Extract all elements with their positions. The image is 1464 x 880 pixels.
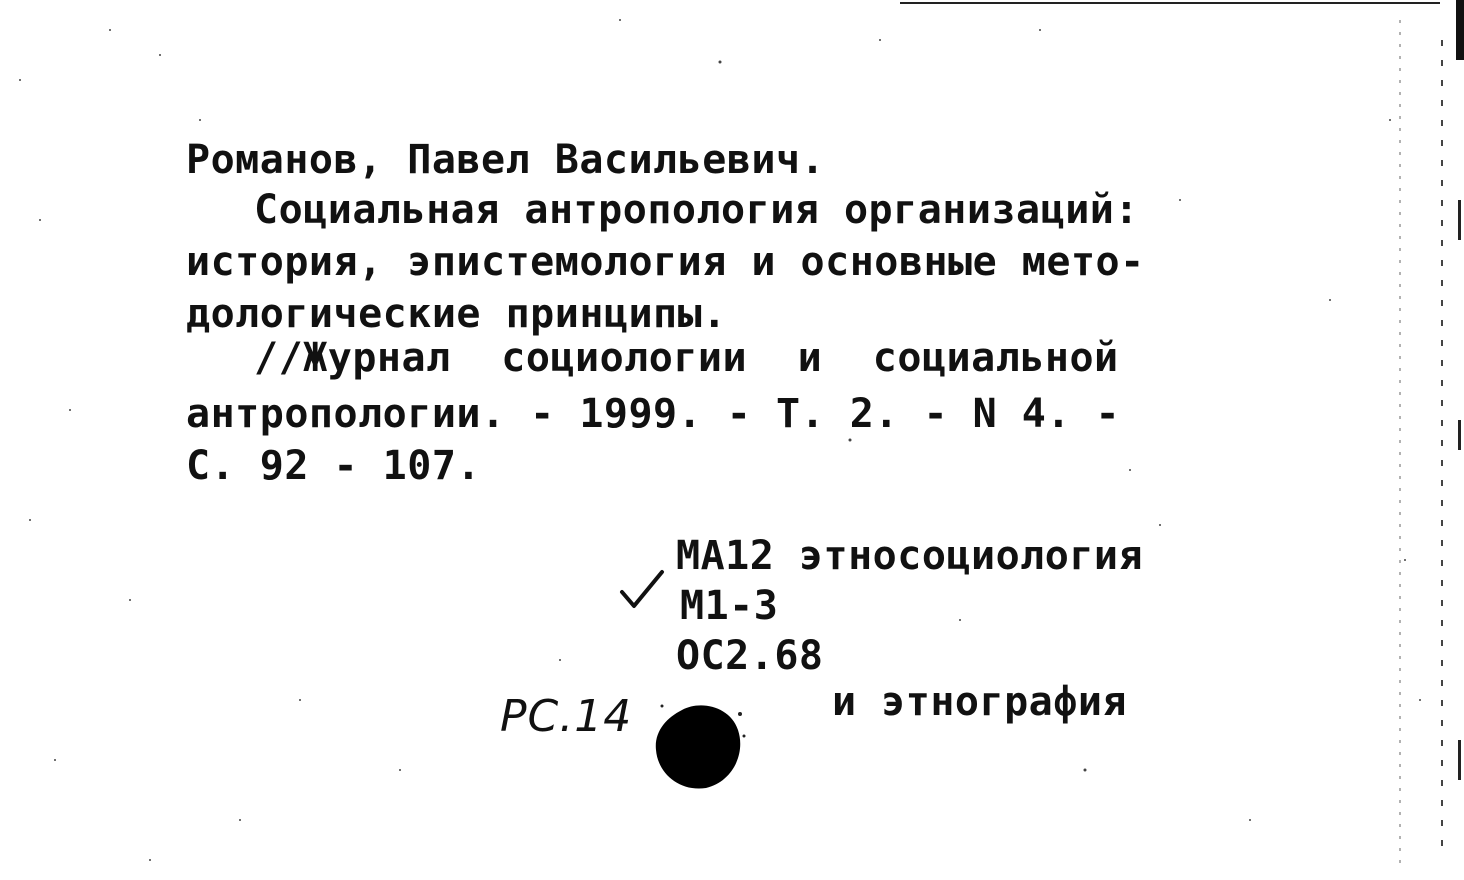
source-line-2: антропологии. - 1999. - Т. 2. - N 4. - <box>186 391 1121 437</box>
ink-blot <box>652 696 748 792</box>
handwritten-code: PC.14 <box>500 691 633 742</box>
author-name: Романов, Павел Васильевич. <box>186 137 826 183</box>
classification-code-1: MA12 этносоциология <box>676 533 1144 579</box>
source-line-1: //Журнал социологии и социальной <box>254 335 1119 381</box>
check-mark-icon <box>618 566 666 614</box>
title-line-2: история, эпистемология и основные мето- <box>186 239 1145 285</box>
title-line-3: дологические принципы. <box>186 291 727 337</box>
title-line-1: Социальная антропология организаций: <box>254 187 1139 233</box>
classification-code-3: OC2.68 <box>676 633 824 679</box>
card-edge <box>1452 0 1464 880</box>
source-line-3: С. 92 - 107. <box>186 443 481 489</box>
classification-code-2: M1-3 <box>680 583 779 629</box>
subject-heading-tail: и этнография <box>832 679 1127 725</box>
